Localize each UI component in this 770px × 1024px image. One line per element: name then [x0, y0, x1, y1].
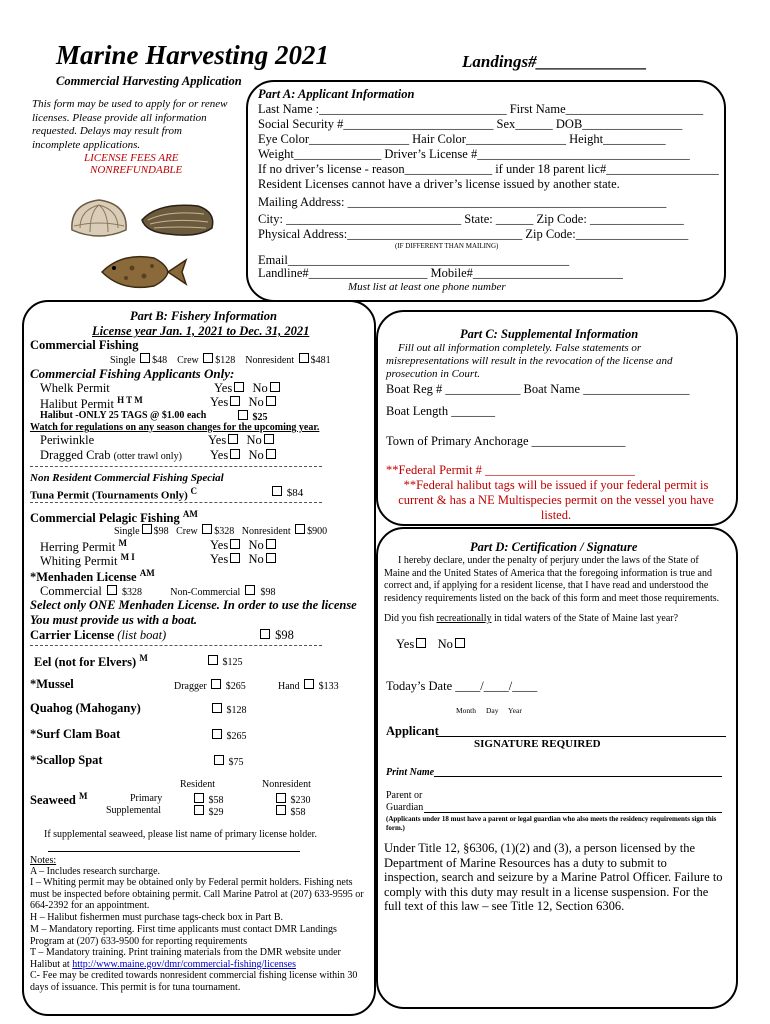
halibut-tags-fee[interactable]: $25: [236, 410, 268, 423]
mussel-label: *Mussel: [30, 677, 74, 691]
nonresident-checkbox[interactable]: [299, 353, 309, 363]
applicant-signature-field[interactable]: [436, 736, 726, 737]
part-c-intro: Fill out all information completely. False statements or misrepresentations will result in the revocation of the license and prosecution in Court.: [386, 342, 673, 380]
quahog-fee[interactable]: $128: [210, 703, 247, 716]
declaration: I hereby declare, under the penalty of perjury under the laws of the State of Maine and the United States of America that the foregoing information is true and correct and, if applying for a resident license, that I have read and understood the residency requirements listed on the back of this form and meet those requirements.: [384, 555, 720, 604]
crew-label: Crew: [177, 355, 199, 366]
whelk-yes-no[interactable]: Yes No: [214, 381, 282, 396]
mussel-dragger[interactable]: Dragger $265: [174, 681, 246, 692]
whelk-label: Whelk Permit: [40, 381, 110, 395]
seaweed-label: Seaweed $^M$: [30, 791, 88, 808]
ssn-sex-dob-fields[interactable]: Social Security #________________________ Sex______ DOB________________: [258, 117, 683, 131]
nonresident-fee: $481: [310, 355, 331, 366]
date-year-label: Year: [508, 706, 522, 715]
mailing-address-field[interactable]: Mailing Address: ___________________________________________________: [258, 195, 667, 209]
eye-hair-height-fields[interactable]: Eye Color________________ Hair Color________________ Height__________: [258, 132, 666, 146]
commercial-fishing-fees: [110, 353, 331, 366]
license-year: License year Jan. 1, 2021 to Dec. 31, 2021: [92, 324, 310, 338]
crew-checkbox[interactable]: [203, 353, 213, 363]
scallop-spat-fee[interactable]: $75: [212, 755, 244, 768]
seaweed-primary-label: Primary: [130, 793, 163, 804]
guardian-field[interactable]: [424, 812, 722, 813]
carrier-label: Carrier License (list boat): [30, 628, 167, 642]
seaweed-non-supp[interactable]: $58: [274, 805, 306, 818]
phone-note: Must list at least one phone number: [348, 281, 506, 293]
date-day-label: Day: [486, 706, 499, 715]
pelagic-fees: Single $98 Crew $328 Nonresident $900: [114, 526, 328, 537]
menhaden-options[interactable]: Commercial $328 Non-Commercial $98: [40, 584, 276, 598]
single-label: Single: [110, 355, 136, 366]
single-checkbox[interactable]: [140, 353, 150, 363]
periwinkle-label: Periwinkle: [40, 433, 95, 447]
divider: [30, 466, 322, 467]
pelagic-title: Commercial Pelagic Fishing $^{AM}$: [30, 509, 198, 526]
surf-clam-label: *Surf Clam Boat: [30, 727, 121, 741]
pelagic-single-checkbox[interactable]: [142, 524, 152, 534]
herring-label: Herring Permit $^M$: [40, 538, 127, 555]
name-fields[interactable]: Last Name :______________________________ First Name______________________: [258, 102, 704, 116]
halibut-tags: Halibut -ONLY 25 TAGS @ $1.00 each: [40, 410, 207, 421]
title-12-note: Under Title 12, §6306, (1)(2) and (3), a person licensed by the Department of Marine Resources has a duty to submit to inspection, search and seizure by a Marine Patrol Officer. Failure to comply with this duty may result in a license suspension. For the full text of this law – see Title 12, Section 6306.: [384, 841, 723, 913]
primary-holder-field[interactable]: [48, 851, 300, 852]
phone-fields[interactable]: Landline#___________________ Mobile#________________________: [258, 266, 623, 280]
seaweed-note: If supplemental seaweed, please list name of primary license holder.: [44, 829, 317, 840]
pelagic-nonres-checkbox[interactable]: [295, 524, 305, 534]
parent-label: Parent or: [386, 790, 423, 801]
mussel-hand[interactable]: Hand $133: [278, 681, 339, 692]
print-name-label: Print Name: [386, 767, 435, 778]
whiting-label: Whiting Permit $^{M I}$: [40, 552, 135, 569]
part-a-heading: Part A: Applicant Information: [258, 87, 415, 101]
city-state-zip-fields[interactable]: City: ____________________________ State: ______ Zip Code: _______________: [258, 212, 684, 226]
guardian-label: Guardian: [386, 802, 424, 813]
tuna-heading: Non Resident Commercial Fishing Special: [30, 472, 224, 484]
nonresident-label: Nonresident: [245, 355, 295, 366]
parent-note: (Applicants under 18 must have a parent or legal guardian who also meets the residency requirements sign this form.): [386, 815, 717, 832]
intro-text: This form may be used to apply for or renew licenses. Please provide all information requested. Delays may result from incomplete applications.: [32, 98, 228, 151]
watch-regulations: Watch for regulations on any season changes for the upcoming year.: [30, 422, 320, 433]
crew-fee: $128: [215, 355, 236, 366]
seaweed-resident-head: Resident: [180, 779, 215, 790]
part-b-heading: Part B: Fishery Information: [130, 309, 277, 323]
divider: [30, 502, 322, 503]
date-month-label: Month: [456, 706, 477, 715]
federal-permit-field[interactable]: **Federal Permit # ________________________: [386, 463, 635, 477]
email-field[interactable]: Email_____________________________________________: [258, 253, 570, 267]
flounder-fish-icon: [92, 250, 188, 294]
seaweed-supplemental-label: Supplemental: [106, 805, 161, 816]
print-name-field[interactable]: [434, 776, 722, 777]
signature-required: SIGNATURE REQUIRED: [474, 738, 601, 750]
single-fee: $48: [152, 355, 168, 366]
dragged-crab-yes-no[interactable]: Yes No: [210, 448, 278, 463]
commercial-fishing-title: Commercial Fishing: [30, 338, 139, 352]
physical-address-field[interactable]: Physical Address:____________________________ Zip Code:__________________: [258, 227, 689, 241]
whiting-yes-no[interactable]: Yes No: [210, 552, 278, 567]
mussel-icon: [138, 200, 218, 242]
resident-note: Resident Licenses cannot have a driver’s license issued by another state.: [258, 177, 620, 191]
menhaden-note: Select only ONE Menhaden License. In order to use the license You must provide us with a boat.: [30, 598, 357, 627]
herring-yes-no[interactable]: Yes No: [210, 538, 278, 553]
fees-note-2: NONREFUNDABLE: [90, 164, 183, 176]
weight-license-fields[interactable]: Weight______________ Driver’s License #__________________________________: [258, 147, 690, 161]
menhaden-title: *Menhaden License $^{AM}$: [30, 568, 155, 585]
note-i: I – Whiting permit may be obtained only by Federal permit holders. Fishing nets must be inspected before obtaining permit. Call Marine Patrol at (207) 633-9595 or 664-2392 for an appointment.: [30, 877, 364, 911]
carrier-fee[interactable]: $98: [258, 628, 294, 643]
pelagic-crew-checkbox[interactable]: [202, 524, 212, 534]
halibut-label: Halibut Permit $^{H T M}$: [40, 395, 143, 412]
anchorage-field[interactable]: Town of Primary Anchorage _______________: [386, 434, 626, 448]
recreational-question: Did you fish recreationally in tidal waters of the State of Maine last year?: [384, 613, 679, 624]
quahog-label: Quahog (Mahogany): [30, 701, 141, 715]
if-different-note: (IF DIFFERENT THAN MAILING): [395, 242, 499, 250]
divider: [30, 645, 322, 646]
todays-date-field[interactable]: Today’s Date ____/____/____: [386, 679, 538, 693]
seaweed-res-primary[interactable]: $58: [192, 793, 224, 806]
fees-note: LICENSE FEES ARE: [84, 152, 179, 164]
landings-field[interactable]: Landings#_____________: [462, 52, 648, 71]
tuna-label: Tuna Permit (Tournaments Only) $^C$: [30, 486, 198, 502]
seaweed-res-supp[interactable]: $29: [192, 805, 224, 818]
page-title: Marine Harvesting 2021: [56, 40, 330, 70]
part-c-heading: Part C: Supplemental Information: [460, 327, 639, 341]
note-m: M – Mandatory reporting. First time applicants must contact DMR Landings Program at (207) 633-9500 for reporting requirements: [30, 924, 337, 947]
eel-fee[interactable]: $125: [206, 655, 243, 668]
part-d-heading: Part D: Certification / Signature: [470, 540, 638, 554]
surf-clam-fee[interactable]: $265: [210, 729, 247, 742]
seaweed-non-primary[interactable]: $230: [274, 793, 311, 806]
no-license-reason-field[interactable]: If no driver’s license - reason______________ if under 18 parent lic#__________________: [258, 162, 719, 176]
eel-label: Eel (not for Elvers) $^M$: [34, 653, 148, 670]
tuna-fee[interactable]: $84: [270, 486, 303, 499]
boat-length-field[interactable]: Boat Length _______: [386, 404, 496, 418]
form-subtitle: Commercial Harvesting Application: [56, 74, 242, 88]
licenses-link[interactable]: http://www.maine.gov/dmr/commercial-fishing/licenses: [72, 958, 296, 970]
notes-heading: Notes:: [30, 855, 57, 866]
federal-note: **Federal halibut tags will be issued if your federal permit is current & has a NE Multispecies permit on the vessel you have listed.: [398, 478, 714, 522]
periwinkle-yes-no[interactable]: Yes No: [208, 433, 276, 448]
halibut-yes-no[interactable]: Yes No: [210, 395, 278, 410]
seaweed-nonresident-head: Nonresident: [262, 779, 311, 790]
note-h: H – Halibut fishermen must purchase tags-check box in Part B.: [30, 912, 283, 923]
clam-shell-icon: [66, 196, 132, 244]
note-c: C- Fee may be credited towards nonresident commercial fishing license within 30 days of issuance. This permit is for tuna tournament.: [30, 970, 358, 993]
dragged-crab-label: Dragged Crab (otter trawl only): [40, 448, 182, 462]
applicant-label: Applicant: [386, 724, 439, 738]
note-a: A – Includes research surcharge.: [30, 866, 161, 877]
boat-fields[interactable]: Boat Reg # ____________ Boat Name _________________: [386, 382, 690, 396]
note-t: T – Mandatory training. Print training materials from the DMR website under Halibut at http://www.maine.gov/dmr/commercial-fishing/licenses: [30, 947, 341, 970]
scallop-spat-label: *Scallop Spat: [30, 753, 103, 767]
cf-applicants-title: Commercial Fishing Applicants Only:: [30, 366, 235, 381]
recreational-yes-no[interactable]: Yes No: [396, 637, 467, 652]
